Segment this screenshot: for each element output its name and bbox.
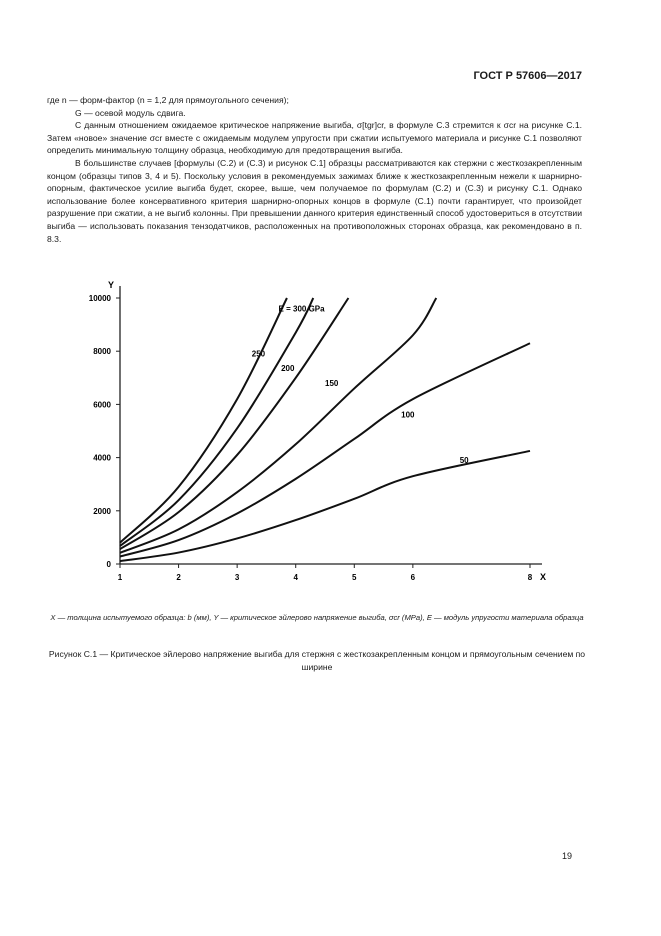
curve-E-300 bbox=[120, 298, 287, 543]
y-tick-label: 6000 bbox=[93, 400, 111, 410]
paragraph-expected-stress: С данным отношением ожидаемое критическое напряжение выгиба, σ[tgr]cr, в формуле С.3 стремится к σcr на рисунке С.1. Затем «новое» значение σcr вместе с ожидаемым модулем упругости при сжатии испытуемого материала и рисунке С.1 позволяют определить минимальную толщину образца, необходимую для предотвращения выгиба. bbox=[47, 120, 582, 156]
curve-E-50 bbox=[120, 451, 530, 561]
figure-legend: X — толщина испытуемого образца: b (мм), Y — критическое эйлерово напряжение выгиба, σcr (MPa), E — модуль упругости материала образца bbox=[50, 613, 584, 622]
curve-label-150: 150 bbox=[325, 378, 339, 388]
y-tick-label: 10000 bbox=[88, 294, 111, 303]
y-tick-label: 4000 bbox=[93, 453, 111, 463]
curve-E-100 bbox=[120, 343, 530, 556]
x-tick-label: 5 bbox=[352, 573, 357, 582]
figure-title: Рисунок С.1 — Критическое эйлерово напряжение выгиба для стержня с жесткозакрепленным концом и прямоугольным сечением по ширине bbox=[48, 649, 586, 672]
curve-label-100: 100 bbox=[401, 410, 415, 420]
y-tick-label: 8000 bbox=[93, 347, 111, 357]
x-axis-label: X bbox=[540, 572, 547, 582]
page-number: 19 bbox=[562, 851, 573, 861]
x-tick-label: 3 bbox=[234, 573, 240, 582]
buckling-stress-chart bbox=[40, 270, 600, 590]
y-tick-label: 0 bbox=[106, 560, 111, 569]
y-tick-label: 2000 bbox=[93, 506, 111, 516]
paragraph-n-definition: где n — форм-фактор (n = 1,2 для прямоугольного сечения); bbox=[47, 95, 289, 105]
x-tick-label: 6 bbox=[410, 573, 416, 582]
curve-E-150 bbox=[120, 298, 436, 553]
x-tick-label: 1 bbox=[117, 573, 123, 582]
curve-label-200: 200 bbox=[281, 364, 295, 374]
body-text bbox=[47, 94, 582, 245]
paragraph-fixed-end: В большинстве случаев [формулы (С.2) и (С.3) и рисунок С.1] образцы рассматриваются как стержни с жесткозакрепленным концом (образцы типов 3, 4 и 5). Поскольку условия в рекомендуемых зажимах ближе к жесткозакрепленным нежели к шарнирно-опорным, фактическое усилие выгиба будет, скорее, выше, чем получаемое по формулам (С.2) и (С.3) и рисунку С.1. Однако использование более консервативного критерия шарнирно-опорных концов в формуле (С.1) почти гарантирует, что произойдет разрушение при сжатии, а не выгиб колонны. При превышении данного критерия единственный способ удостовериться в отсутствии выгиба — использовать показания тензодатчиков, расположенных на противоположных сторонах образца, как рекомендовано в п. 8.3. bbox=[47, 157, 582, 244]
standard-number: ГОСТ Р 57606—2017 bbox=[473, 70, 582, 82]
curve-E-250 bbox=[120, 298, 313, 546]
x-tick-label: 2 bbox=[176, 573, 181, 582]
y-axis-label: Y bbox=[108, 280, 115, 290]
x-tick-label: 4 bbox=[293, 573, 298, 582]
x-tick-label: 8 bbox=[527, 573, 533, 582]
curve-label-50: 50 bbox=[459, 455, 469, 465]
curve-label-250: 250 bbox=[251, 349, 266, 359]
curve-label-300: E = 300 GPa bbox=[278, 304, 325, 314]
paragraph-g-definition: G — осевой модуль сдвига. bbox=[75, 107, 186, 118]
